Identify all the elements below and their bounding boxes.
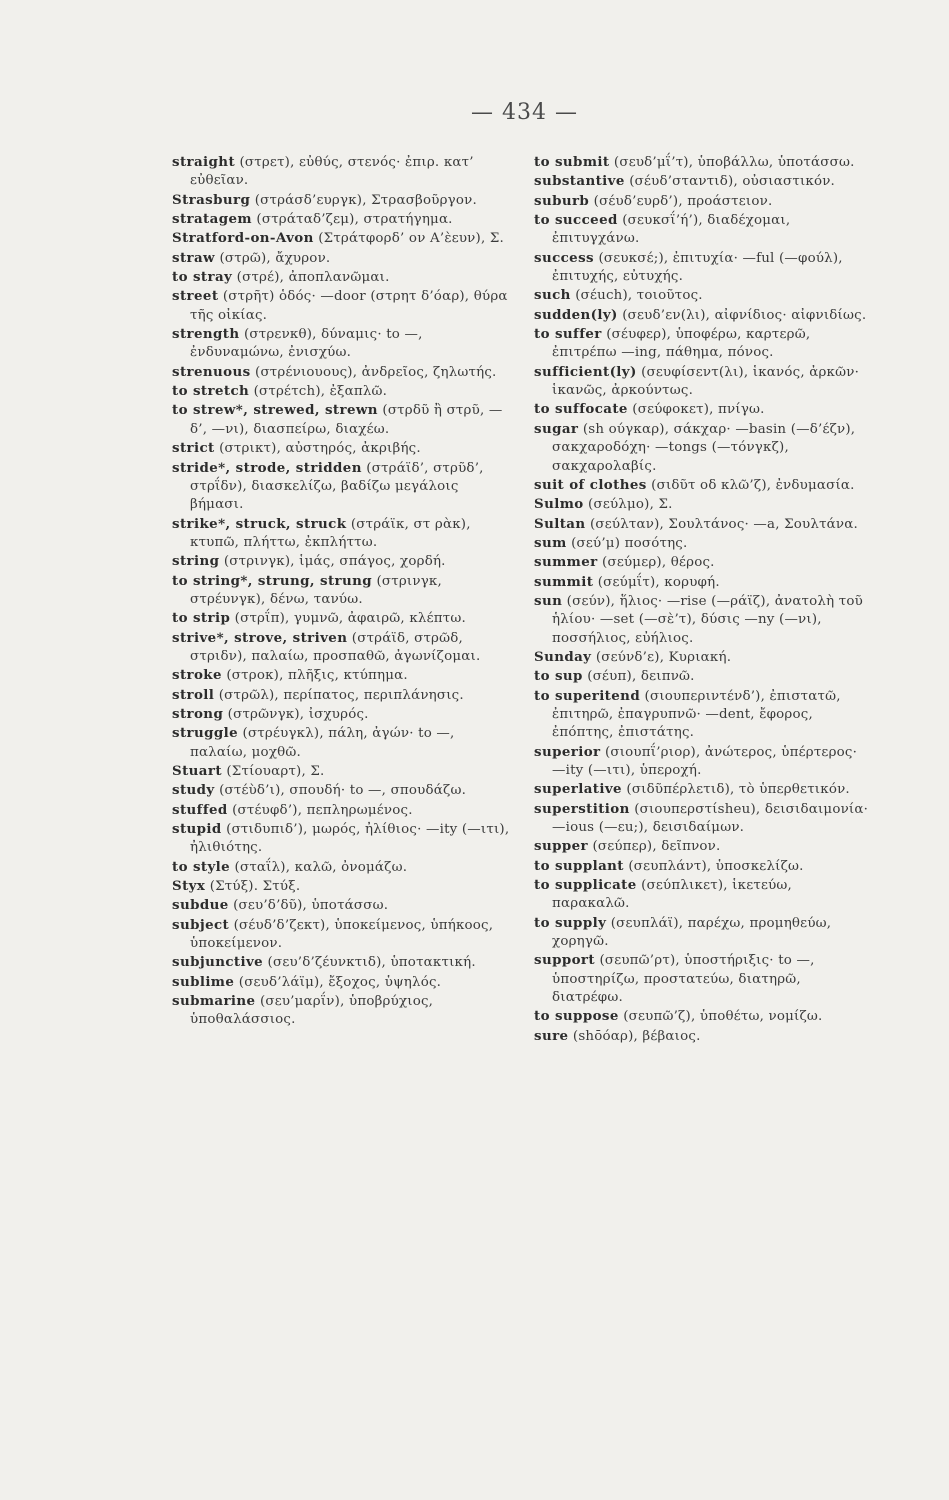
entry-definition: (σεύμερ), θέρος. [597, 555, 715, 571]
entry-definition: (σέυδ’δ’ζεκτ), ὑποκείμενος, ὑπήκοος, ὑποκείμενον. [190, 917, 494, 952]
dictionary-entry [172, 705, 514, 724]
entry-headword: success [534, 249, 594, 266]
dictionary-entry [534, 211, 874, 249]
dictionary-entry [534, 286, 874, 305]
entry-headword: to stretch [172, 383, 250, 400]
dictionary-entry [534, 837, 874, 856]
dictionary-entry [534, 495, 874, 514]
entry-definition: (σέuch), τοιοῦτος. [570, 288, 703, 304]
dictionary-entry [534, 857, 874, 876]
entry-definition: (σευκσΐ’ή’), διαδέχομαι, ἐπιτυγχάνω. [552, 213, 791, 247]
dictionary-entry [172, 572, 514, 610]
entry-headword: Sulmo [534, 496, 584, 513]
entry-headword: supper [534, 838, 588, 855]
entry-definition: (σιουπεριντένδ’), ἐπιστατῶ, ἐπιτηρῶ, ἐπαγρυπνῶ· —dent, ἔφορος, ἐπόπτης, ἐπιστάτης. [552, 688, 841, 741]
entry-headword: submarine [172, 993, 256, 1010]
entry-definition: (στρέυγκλ), πάλη, ἀγών· to —, παλαίω, μοχθῶ. [190, 726, 455, 760]
entry-headword: to sup [534, 668, 583, 685]
entry-definition: (σιουπερστίsheu), δεισιδαιμονία· —ious (—εu;), δεισιδαίμων. [552, 801, 869, 836]
dictionary-entry [172, 153, 514, 191]
dictionary-entry [172, 325, 514, 363]
dictionary-entry [172, 896, 514, 915]
entry-headword: subject [172, 916, 230, 933]
entry-headword: to supply [534, 914, 607, 931]
dictionary-entry [534, 172, 874, 191]
entry-definition: (στράϊδ’, στρῦδ’, στρΐδν), διασκελίζω, βαδίζω μεγάλοις βήμασι. [190, 460, 484, 513]
dictionary-entry [534, 400, 874, 419]
entry-definition: (σεύν), ἥλιος· —rise (—ράϊζ), ἀνατολὴ τοῦ ἡλίου· —set (—σὲ’τ), δύσις —ny (—νι), ποσσήλιος, εὐήλιος. [552, 593, 864, 646]
entry-definition: (στρῶ), ἄχυρον. [214, 250, 331, 266]
page-number: — 434 — [471, 100, 578, 125]
entry-headword: to supplant [534, 857, 624, 874]
entry-headword: street [172, 288, 219, 305]
entry-definition: (σέυδ’σταντιδ), οὐσιαστικόν. [624, 174, 836, 190]
dictionary-entry [172, 401, 514, 439]
dictionary-entry [534, 951, 874, 1007]
entry-definition: (στράταδ’ζεμ), στρατήγημα. [251, 212, 453, 228]
entry-headword: summit [534, 573, 594, 590]
entry-headword: sudden(ly) [534, 306, 618, 323]
left-column [172, 153, 514, 1030]
entry-headword: to string*, strung, strung [172, 572, 373, 589]
dictionary-entry [172, 724, 514, 762]
entry-headword: to supplicate [534, 877, 637, 894]
dictionary-entry [534, 249, 874, 287]
entry-definition: (σεύπλικετ), ἱκετεύω, παρακαλῶ. [552, 878, 792, 912]
entry-definition: (σευκσέ;), ἐπιτυχία· —ful (—φούλ), ἐπιτυχής, εὐτυχής. [552, 250, 843, 285]
entry-definition: (στρῆτ) ὁδός· —door (στρητ δ’όαρ), θύρα τῆς οἰκίας. [190, 289, 508, 323]
entry-headword: stratagem [172, 211, 252, 228]
entry-headword: strive*, strove, striven [172, 629, 348, 646]
dictionary-entry [534, 1007, 874, 1026]
entry-headword: Sunday [534, 648, 592, 665]
entry-definition: (σευδ’εν(λι), αἰφνίδιος· αἰφνιδίως. [617, 307, 867, 323]
dictionary-entry [172, 210, 514, 229]
dictionary-entry [534, 592, 874, 648]
dictionary-entry [172, 781, 514, 800]
entry-definition: (Στύξ). Στύξ. [205, 879, 301, 895]
dictionary-entry [534, 743, 874, 781]
entry-definition: (στρένιουους), ἀνδρεῖος, ζηλωτής. [250, 364, 497, 380]
entry-definition: (σεύμΐτ), κορυφή. [593, 574, 720, 590]
entry-headword: to suppose [534, 1008, 619, 1025]
dictionary-entry [534, 1027, 874, 1046]
entry-definition: (Στίουαρτ), Σ. [221, 764, 325, 779]
entry-definition: (σιδῦτ οδ κλῶ’ζ), ἐνδυμασία. [646, 477, 855, 493]
entry-definition: (σευ’μαρΐν), ὑποβρύχιος, ὑποθαλάσσιος. [190, 994, 434, 1028]
entry-headword: such [534, 287, 571, 304]
entry-headword: to strew*, strewed, strewn [172, 402, 378, 419]
entry-headword: stuffed [172, 801, 228, 818]
entry-headword: stride*, strode, stridden [172, 459, 362, 476]
entry-definition: (σεύπερ), δεῖπνον. [587, 839, 721, 855]
entry-definition: (στράϊκ, στ ρὰκ), κτυπῶ, πλήττω, ἐκπλήττω. [190, 516, 471, 550]
dictionary-entry [172, 363, 514, 382]
dictionary-entry [534, 573, 874, 592]
entry-headword: strong [172, 705, 224, 722]
dictionary-entry [172, 877, 514, 896]
entry-headword: struggle [172, 725, 239, 742]
entry-definition: (στρικτ), αὐστηρός, ἀκριβής. [214, 441, 421, 457]
entry-definition: (σευπῶ’ρτ), ὑποστήριξις· to —, ὑποστηρίζω, προστατεύω, διατηρῶ, διατρέφω. [552, 953, 815, 1006]
entry-headword: string [172, 553, 220, 570]
entry-definition: (στέυφδ’), πεπληρωμένος. [227, 802, 413, 818]
dictionary-entry [172, 287, 514, 325]
entry-headword: superlative [534, 781, 622, 798]
entry-definition: (στέὺδ’ι), σπουδή· to —, σπουδάζω. [214, 783, 467, 799]
entry-definition: (στιδυπιδ’), μωρός, ἠλίθιος· —ity (—ιτι), ἠλιθιότης. [190, 822, 510, 856]
entry-headword: sure [534, 1027, 569, 1044]
entry-definition: (στρινγκ), ἱμάς, σπάγος, χορδή. [219, 554, 446, 570]
entry-headword: strict [172, 440, 215, 457]
entry-definition: (σέυφερ), ὑποφέρω, καρτερῶ, ἐπιτρέπω —ing, πάθημα, πόνος. [552, 327, 811, 361]
entry-headword: Stuart [172, 763, 222, 779]
entry-headword: sum [534, 534, 567, 551]
entry-headword: stroke [172, 667, 222, 684]
dictionary-entry [534, 476, 874, 495]
entry-definition: (σέυπ), δειπνῶ. [582, 669, 695, 685]
entry-headword: subjunctive [172, 954, 264, 971]
entry-headword: substantive [534, 173, 625, 190]
entry-headword: Strasburg [172, 191, 251, 208]
dictionary-entry [172, 820, 514, 858]
entry-headword: sugar [534, 420, 579, 437]
entry-definition: (σεύλμο), Σ. [583, 497, 673, 513]
entry-headword: Stratford-on-Avon [172, 230, 314, 247]
entry-definition: (σεύλταν), Σουλτάνος· —a, Σουλτάνα. [585, 516, 858, 532]
entry-definition: (στρέ), ἀποπλανῶμαι. [232, 270, 390, 286]
entry-definition: (σιδῦπέρλετιδ), τὸ ὑπερθετικόν. [621, 782, 850, 798]
entry-definition: (σταΐλ), καλῶ, ὀνομάζω. [230, 859, 408, 875]
right-column [534, 153, 874, 1046]
dictionary-entry [172, 552, 514, 571]
entry-headword: sublime [172, 973, 235, 990]
entry-headword: to suffer [534, 326, 602, 343]
dictionary-entry [534, 553, 874, 572]
dictionary-entry [534, 534, 874, 553]
entry-headword: support [534, 952, 595, 969]
dictionary-entry [534, 914, 874, 952]
entry-headword: subdue [172, 897, 229, 914]
entry-definition: (σευδ’λάϊμ), ἔξοχος, ὑψηλός. [234, 974, 442, 990]
entry-definition: (στρετ), εὐθύς, στενός· ἐπιρ. κατ’ εὐθεῖαν. [190, 155, 474, 189]
dictionary-entry [534, 306, 874, 325]
entry-definition: (σευπλάϊ), παρέχω, προμηθεύω, χορηγῶ. [552, 915, 832, 950]
dictionary-entry [172, 439, 514, 458]
entry-definition: (στρενκθ), δύναμις· to —, ἐνδυναμώνω, ἐνισχύω. [190, 327, 423, 361]
entry-definition: (σευδ’μΐ’τ), ὑποβάλλω, ὑποτάσσω. [609, 155, 855, 170]
entry-headword: to suffocate [534, 401, 628, 418]
entry-definition: (σεύ’μ) ποσότης. [566, 535, 688, 551]
dictionary-entry [534, 780, 874, 799]
dictionary-entry [534, 800, 874, 838]
entry-headword: strength [172, 326, 240, 343]
entry-headword: superstition [534, 800, 630, 817]
entry-headword: to succeed [534, 212, 618, 229]
entry-headword: study [172, 782, 215, 799]
entry-headword: Sultan [534, 515, 586, 532]
dictionary-entry [172, 801, 514, 820]
dictionary-entry [172, 382, 514, 401]
entry-headword: superior [534, 743, 601, 760]
entry-definition: (στράσδ’ευργκ), Στρασβοῦργον. [250, 192, 477, 208]
entry-definition: (Στράτφορδ’ ον Α’ὲευν), Σ. [313, 231, 504, 247]
dictionary-entry [172, 858, 514, 877]
entry-definition: (στρῶλ), περίπατος, περιπλάνησις. [214, 687, 464, 703]
entry-headword: to strip [172, 610, 231, 627]
dictionary-entry [534, 153, 874, 172]
entry-definition: (σευ’δ’δῦ), ὑποτάσσω. [228, 898, 389, 914]
entry-definition: (στρδῦ ἢ στρῦ, —δ’, —νι), διασπείρω, διαχέω. [190, 403, 503, 437]
entry-headword: suit of clothes [534, 476, 647, 493]
dictionary-entry [534, 192, 874, 211]
entry-headword: sufficient(ly) [534, 363, 637, 380]
dictionary-entry [534, 325, 874, 363]
dictionary-entry [172, 953, 514, 972]
entry-headword: to submit [534, 154, 610, 170]
entry-headword: straw [172, 249, 215, 266]
entry-definition: (στρινγκ, στρέυνγκ), δένω, τανύω. [190, 573, 442, 607]
entry-headword: to stray [172, 269, 233, 286]
entry-definition: (στρΐπ), γυμνῶ, ἀφαιρῶ, κλέπτω. [230, 611, 466, 627]
dictionary-entry [534, 667, 874, 686]
dictionary-entry [172, 916, 514, 954]
dictionary-entry [172, 762, 514, 781]
dictionary-entry [172, 609, 514, 628]
dictionary-entry [172, 992, 514, 1030]
entry-headword: Styx [172, 878, 206, 895]
dictionary-entry [172, 191, 514, 210]
entry-definition: (σιουπΐ’ριορ), ἀνώτερος, ὑπέρτερος· —ity (—ιτι), ὑπεροχή. [552, 744, 858, 778]
entry-definition: (σευ’δ’ζέυνκτιδ), ὑποτακτική. [263, 955, 476, 971]
entry-headword: stroll [172, 686, 215, 703]
entry-definition: (σευφίσεντ(λι), ἱκανός, ἀρκῶν· ἱκανῶς, ἀρκούντως. [552, 364, 860, 399]
entry-definition: (σέυδ’ευρδ’), προάστειον. [589, 193, 773, 209]
entry-headword: summer [534, 554, 598, 571]
entry-definition: (στράϊδ, στρῶδ, στριδν), παλαίω, προσπαθῶ, ἀγωνίζομαι. [190, 630, 481, 664]
entry-definition: (shōόαρ), βέβαιος. [568, 1028, 701, 1044]
dictionary-entry [172, 973, 514, 992]
dictionary-entry [534, 648, 874, 667]
entry-headword: stupid [172, 821, 222, 838]
dictionary-entry [172, 229, 514, 248]
entry-definition: (στρέτch), ἐξαπλῶ. [249, 384, 388, 400]
dictionary-entry [172, 249, 514, 268]
entry-definition: (σευπλάντ), ὑποσκελίζω. [623, 858, 804, 874]
entry-definition: (σεύφοκετ), πνίγω. [627, 402, 765, 418]
dictionary-entry [172, 459, 514, 515]
dictionary-entry [534, 687, 874, 743]
entry-definition: (σευπῶ’ζ), ὑποθέτω, νομίζω. [618, 1009, 823, 1025]
dictionary-entry [172, 686, 514, 705]
entry-headword: strike*, struck, struck [172, 515, 347, 532]
entry-definition: (sh ούγκαρ), σάκχαρ· —basin (—δ’έζν), σακχαροδόχη· —tongs (—τόνγκζ), σακχαρολαβίς. [552, 421, 856, 474]
entry-definition: (σεύνδ’ε), Κυριακή. [591, 649, 732, 665]
entry-definition: (στρῶνγκ), ἰσχυρός. [223, 706, 369, 722]
dictionary-entry [534, 363, 874, 401]
dictionary-entry [172, 515, 514, 553]
entry-headword: straight [172, 154, 236, 170]
dictionary-entry [172, 268, 514, 287]
dictionary-entry [534, 420, 874, 476]
dictionary-entry [172, 629, 514, 667]
entry-headword: sun [534, 592, 563, 609]
entry-headword: to style [172, 858, 231, 875]
entry-headword: to superitend [534, 687, 641, 704]
dictionary-entry [534, 515, 874, 534]
entry-headword: suburb [534, 192, 590, 209]
entry-definition: (στροκ), πλῆξις, κτύπημα. [221, 668, 408, 684]
entry-headword: strenuous [172, 363, 251, 380]
dictionary-entry [534, 876, 874, 914]
dictionary-entry [172, 666, 514, 685]
